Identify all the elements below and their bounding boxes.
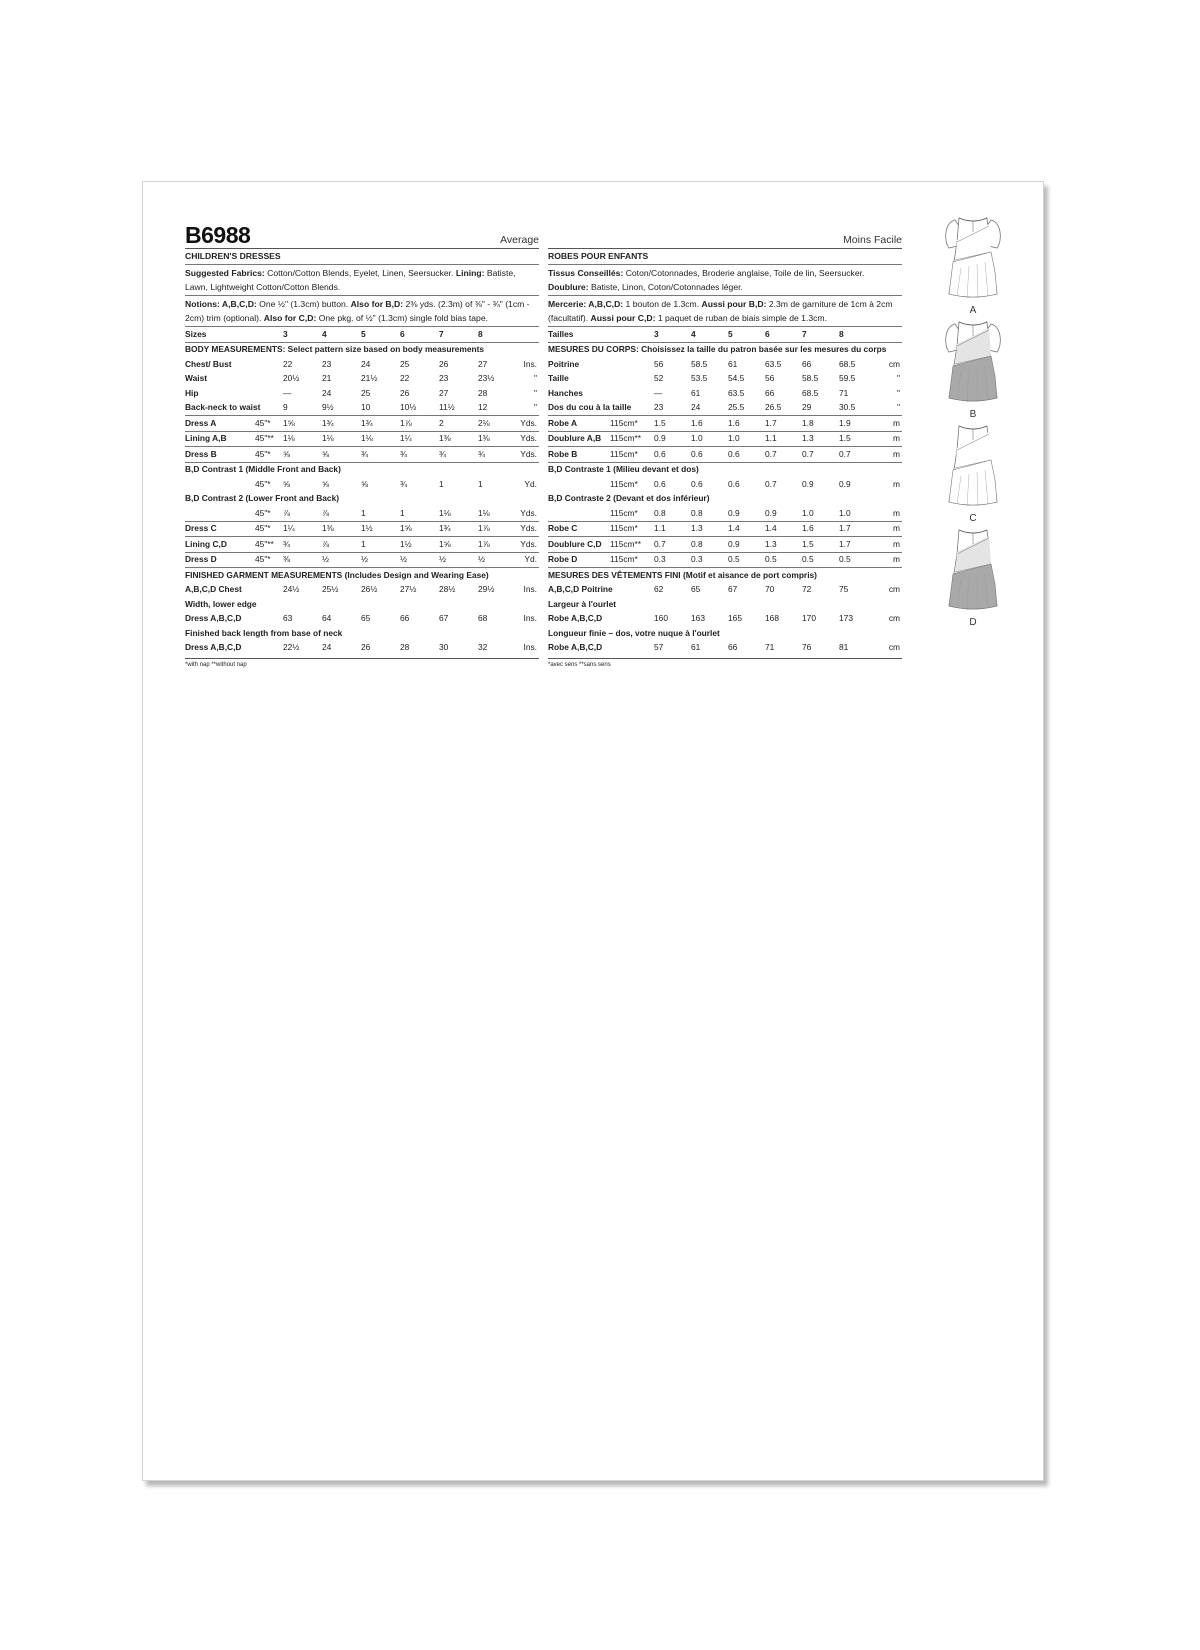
length-heading: Finished back length from base of neck [185,627,343,638]
footnote: *avec sens **sans sens [548,658,902,668]
body-measurements-heading: BODY MEASUREMENTS: Select pattern size based on body measurements [185,344,485,355]
contrast1-heading: B,D Contraste 1 (Milieu devant et dos) [548,464,699,475]
yardage-row: 115cm* 0.6 0.6 0.6 0.7 0.9 0.9 m [610,478,900,489]
yardage-row: 45"* ⅝ ⅝ ⅝ ¾ 1 1 Yd. [255,478,537,489]
view-d-illustration [933,524,1013,628]
body-measurement-row: Waist 20½ 21 21½ 22 23 23½ " [185,373,537,384]
body-measurements-heading: MESURES DU CORPS: Choisissez la taille du patron basée sur les mesures du corps [548,344,887,355]
view-letter: B [969,409,977,420]
view-b-illustration [933,316,1013,420]
view-letter: D [969,617,977,628]
body-measurement-row: Chest/ Bust 22 23 24 25 26 27 Ins. [185,358,537,369]
section-title: ROBES POUR ENFANTS [548,249,902,265]
yardage-row: Lining C,D 45"** ¾ ⅞ 1 1½ 1⅝ 1⅞ Yds. [185,537,539,553]
header [548,222,902,249]
difficulty-level: Average [500,234,539,246]
contrast1-heading: B,D Contrast 1 (Middle Front and Back) [185,464,341,475]
finished-measurements-heading: MESURES DES VÊTEMENTS FINI (Motif et aisance de port compris) [548,569,817,580]
view-a-illustration [933,212,1013,316]
dress-drawing-icon [933,420,1013,510]
dress-drawing-icon [933,316,1013,406]
view-letter: C [969,513,977,524]
body-measurement-row: Poitrine 56 58.5 61 63.5 66 68.5 cm [548,358,900,369]
yardage-row: 115cm* 0.8 0.8 0.9 0.9 1.0 1.0 m [548,506,902,521]
yardage-row: 45"* ⅞ ⅞ 1 1 1⅛ 1⅛ Yds. [185,506,539,521]
yardage-row: Dress C 45"* 1¼ 1⅜ 1½ 1⅝ 1¾ 1⅞ Yds. [185,521,539,537]
size-chart [185,327,539,655]
dress-drawing-icon [933,524,1013,614]
yardage-row: Dress A 45"* 1⅝ 1¾ 1¾ 1⅞ 2 2⅛ Yds. [185,416,539,432]
yardage-row: Robe C 115cm* 1.1 1.3 1.4 1.4 1.6 1.7 m [548,521,902,537]
yardage-row: Robe B 115cm* 0.6 0.6 0.6 0.7 0.7 0.7 m [548,447,902,463]
body-measurement-row: Hip — 24 25 26 27 28 " [185,387,537,398]
pattern-envelope-back [142,181,1044,1481]
body-measurement-row: Taille 52 53.5 54.5 56 58.5 59.5 " [548,373,900,384]
sizes-row: Sizes 3 4 5 6 7 8 [185,327,539,342]
dress-drawing-icon [933,212,1013,302]
french-column [548,222,902,668]
body-measurement-row: Hanches — 61 63.5 66 68.5 71 " [548,387,900,398]
contrast2-heading: B,D Contrast 2 (Lower Front and Back) [185,493,340,504]
width-heading: Width, lower edge [185,598,257,609]
header [185,222,539,249]
finished-row: Robe A,B,C,D 57 61 66 71 76 81 cm [548,642,900,653]
notions: Notions: A,B,C,D: One ½" (1.3cm) button. Also for B,D: 2⅜ yds. (2.3m) of ⅜" - ¾" (1cm - 2cm) trim (optional). Also for C,D: One pkg. of ½" (1.3cm) single fold bias tape. [185,296,539,327]
finished-row: Robe A,B,C,D 160 163 165 168 170 173 cm [548,613,900,624]
suggested-fabrics: Tissus Conseillés: Coton/Cotonnades, Broderie anglaise, Toile de lin, Seersucker. Doublure: Batiste, Linon, Coton/Cotonnades léger. [548,265,902,296]
width-heading: Largeur à l'ourlet [548,598,617,609]
finished-row: A,B,C,D Chest 24½ 25½ 26½ 27½ 28½ 29½ Ins. [185,584,537,595]
finished-row: A,B,C,D Poitrine 62 65 67 70 72 75 cm [548,584,900,595]
sizes-row: Tailles 3 4 5 6 7 8 [548,327,902,342]
section-title: CHILDREN'S DRESSES [185,249,539,265]
finished-row: Dress A,B,C,D 22½ 24 26 28 30 32 Ins. [185,642,537,653]
pattern-number: B6988 [185,222,251,248]
yardage-row: Robe D 115cm* 0.3 0.3 0.5 0.5 0.5 0.5 m [548,552,902,568]
length-heading: Longueur finie – dos, votre nuque à l'ourlet [548,627,720,638]
view-letter: A [969,305,977,316]
body-measurement-row: Dos du cou à la taille 23 24 25.5 26.5 29 30.5 " [548,401,902,416]
footnote: *with nap **without nap [185,658,539,668]
size-chart [548,327,902,655]
yardage-row: Dress D 45"* ⅜ ½ ½ ½ ½ ½ Yd. [185,552,539,568]
yardage-row: Doublure A,B 115cm** 0.9 1.0 1.0 1.1 1.3 1.5 m [548,431,902,447]
contrast2-heading: B,D Contraste 2 (Devant et dos inférieur) [548,493,710,504]
view-c-illustration [933,420,1013,524]
yardage-row: Lining A,B 45"** 1⅛ 1⅛ 1⅛ 1¼ 1⅜ 1⅜ Yds. [185,431,539,447]
english-column [185,222,539,668]
view-illustrations [933,212,1013,628]
yardage-row: Doublure C,D 115cm** 0.7 0.8 0.9 1.3 1.5 1.7 m [548,537,902,553]
notions: Mercerie: A,B,C,D: 1 bouton de 1.3cm. Aussi pour B,D: 2.3m de garniture de 1cm à 2cm (facultatif). Aussi pour C,D: 1 paquet de ruban de biais simple de 1.3cm. [548,296,902,327]
finished-row: Dress A,B,C,D 63 64 65 66 67 68 Ins. [185,613,537,624]
yardage-row: Dress B 45"* ⅝ ⅝ ¾ ¾ ¾ ¾ Yds. [185,447,539,463]
finished-measurements-heading: FINISHED GARMENT MEASUREMENTS (Includes Design and Wearing Ease) [185,569,489,580]
body-measurement-row: Back-neck to waist 9 9½ 10 10½ 11½ 12 " [185,401,539,416]
difficulty-level: Moins Facile [843,234,902,246]
suggested-fabrics: Suggested Fabrics: Cotton/Cotton Blends, Eyelet, Linen, Seersucker. Lining: Batiste, Lawn, Lightweight Cotton/Cotton Blends. [185,265,539,296]
yardage-row: Robe A 115cm* 1.5 1.6 1.6 1.7 1.8 1.9 m [548,416,902,432]
